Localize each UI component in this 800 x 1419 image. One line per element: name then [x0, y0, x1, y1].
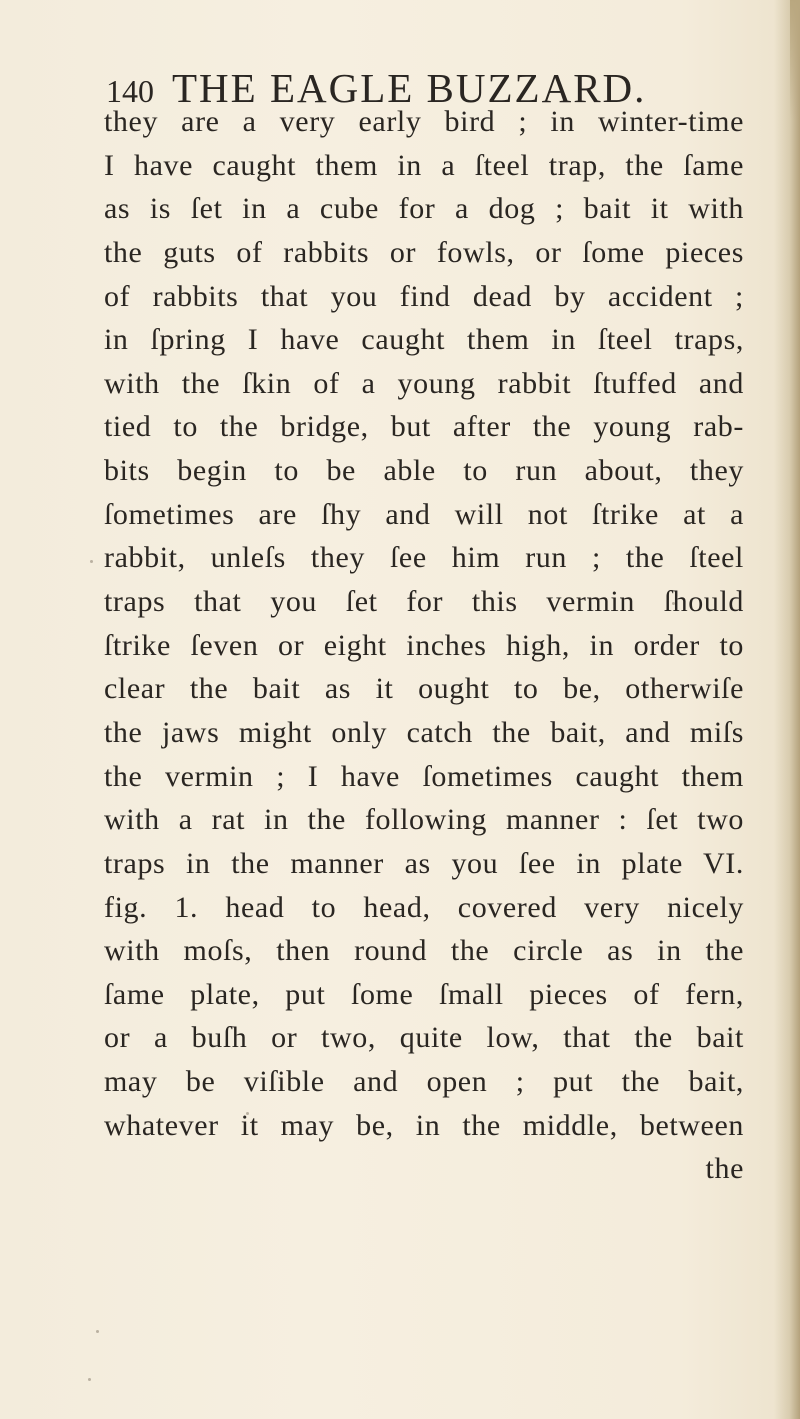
running-head-title: THE EAGLE BUZZARD.	[172, 65, 647, 111]
text-line: bits begin to be able to run about, they	[104, 454, 744, 488]
page-number: 140	[106, 73, 154, 109]
text-line: or a buſh or two, quite low, that the bait	[104, 1021, 744, 1055]
page-edge-stain	[790, 0, 800, 120]
text-line: in ſpring I have caught them in ſteel traps,	[104, 323, 744, 357]
text-line: tied to the bridge, but after the young rab-	[104, 410, 744, 444]
text-line: clear the bait as it ought to be, otherwiſe	[104, 672, 744, 706]
text-line: with the ſkin of a young rabbit ſtuffed and	[104, 366, 744, 400]
text-line: rabbit, unleſs they ſee him run ; the ſteel	[104, 541, 744, 575]
text-line: ſame plate, put ſome ſmall pieces of fern,	[104, 977, 744, 1011]
text-line: ſometimes are ſhy and will not ſtrike at a	[104, 497, 744, 531]
page-edge-shadow	[774, 0, 800, 1419]
text-line: the jaws might only catch the bait, and miſs	[104, 715, 744, 749]
text-line: ſtrike ſeven or eight inches high, in order to	[104, 628, 744, 662]
text-line: with a rat in the following manner : ſet two	[104, 803, 744, 837]
text-line: I have caught them in a ſteel trap, the ſame	[104, 148, 744, 182]
text-line: whatever it may be, in the middle, between	[104, 1108, 744, 1142]
text-line: may be viſible and open ; put the bait,	[104, 1065, 744, 1099]
text-line: traps that you ſet for this vermin ſhould	[104, 585, 744, 619]
text-line: the guts of rabbits or fowls, or ſome pieces	[104, 235, 744, 269]
catchword: the	[705, 1152, 744, 1186]
body-text	[104, 100, 744, 1191]
text-line: with moſs, then round the circle as in the	[104, 934, 744, 968]
text-line: fig. 1. head to head, covered very nicely	[104, 890, 744, 924]
text-line: traps in the manner as you ſee in plate VI.	[104, 846, 744, 880]
text-line: as is ſet in a cube for a dog ; bait it with	[104, 192, 744, 226]
text-line: the vermin ; I have ſometimes caught them	[104, 759, 744, 793]
text-line: of rabbits that you find dead by accident ;	[104, 279, 744, 313]
text-line: they are a very early bird ; in winter-time	[104, 105, 744, 138]
